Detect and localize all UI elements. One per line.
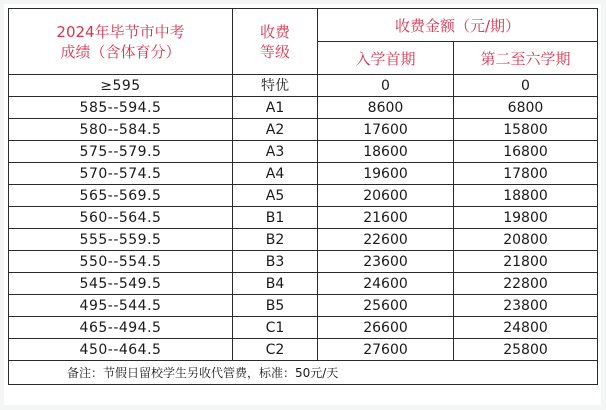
score-header-cell <box>9 9 233 75</box>
score-cell: 580--584.5 <box>9 119 233 141</box>
level-cell: A4 <box>233 163 318 185</box>
later-terms-cell: 25800 <box>454 339 598 361</box>
level-cell: B3 <box>233 251 318 273</box>
level-cell: A5 <box>233 185 318 207</box>
level-header-line1: 收费 <box>259 22 290 41</box>
table-row <box>9 229 598 251</box>
later-terms-header: 第二至六学期 <box>454 42 598 75</box>
score-cell: 545--549.5 <box>9 273 233 295</box>
score-cell: 570--574.5 <box>9 163 233 185</box>
fee-table <box>8 8 598 385</box>
table-row <box>9 295 598 317</box>
table-row <box>9 339 598 361</box>
first-term-header: 入学首期 <box>318 42 454 75</box>
later-terms-cell: 15800 <box>454 119 598 141</box>
score-cell: 555--559.5 <box>9 229 233 251</box>
first-term-cell: 25600 <box>318 295 454 317</box>
first-term-cell: 20600 <box>318 185 454 207</box>
first-term-cell: 23600 <box>318 251 454 273</box>
first-term-cell: 18600 <box>318 141 454 163</box>
score-cell: 560--564.5 <box>9 207 233 229</box>
level-cell: B1 <box>233 207 318 229</box>
first-term-cell: 0 <box>318 75 454 97</box>
score-cell: 585--594.5 <box>9 97 233 119</box>
first-term-cell: 22600 <box>318 229 454 251</box>
later-terms-cell: 22800 <box>454 273 598 295</box>
level-cell: 特优 <box>233 75 318 97</box>
later-terms-cell: 16800 <box>454 141 598 163</box>
later-terms-cell: 0 <box>454 75 598 97</box>
later-terms-cell: 20800 <box>454 229 598 251</box>
level-cell: A2 <box>233 119 318 141</box>
table-row <box>9 251 598 273</box>
first-term-cell: 19600 <box>318 163 454 185</box>
level-cell: B5 <box>233 295 318 317</box>
level-cell: A1 <box>233 97 318 119</box>
level-header-cell <box>233 9 318 75</box>
first-term-cell: 24600 <box>318 273 454 295</box>
level-cell: B4 <box>233 273 318 295</box>
first-term-cell: 26600 <box>318 317 454 339</box>
level-cell: C2 <box>233 339 318 361</box>
score-header-line2: 成绩（含体育分） <box>60 42 181 61</box>
level-cell: B2 <box>233 229 318 251</box>
later-terms-cell: 18800 <box>454 185 598 207</box>
first-term-cell: 8600 <box>318 97 454 119</box>
score-cell: 565--569.5 <box>9 185 233 207</box>
score-cell: 450--464.5 <box>9 339 233 361</box>
amount-header: 收费金额（元/期） <box>318 9 598 42</box>
note-text: 备注：节假日留校学生另收代管费，标准：50元/天 <box>9 361 598 385</box>
score-cell: 575--579.5 <box>9 141 233 163</box>
table-row <box>9 207 598 229</box>
level-cell: C1 <box>233 317 318 339</box>
later-terms-cell: 19800 <box>454 207 598 229</box>
later-terms-cell: 24800 <box>454 317 598 339</box>
level-cell: A3 <box>233 141 318 163</box>
table-row <box>9 163 598 185</box>
score-cell: 495--544.5 <box>9 295 233 317</box>
later-terms-cell: 21800 <box>454 251 598 273</box>
note-row <box>9 361 598 385</box>
later-terms-cell: 17800 <box>454 163 598 185</box>
table-row <box>9 273 598 295</box>
table-row <box>9 119 598 141</box>
level-header-line2: 等级 <box>259 42 290 61</box>
score-header-line1: 2024年毕节市中考 <box>56 22 185 41</box>
table-row <box>9 75 598 97</box>
first-term-cell: 17600 <box>318 119 454 141</box>
table-row <box>9 317 598 339</box>
score-cell: 550--554.5 <box>9 251 233 273</box>
first-term-cell: 21600 <box>318 207 454 229</box>
table-row <box>9 141 598 163</box>
table-row <box>9 97 598 119</box>
header-row <box>9 9 598 42</box>
later-terms-cell: 23800 <box>454 295 598 317</box>
table-row <box>9 185 598 207</box>
document-page <box>4 4 601 405</box>
first-term-cell: 27600 <box>318 339 454 361</box>
later-terms-cell: 6800 <box>454 97 598 119</box>
score-cell: ≥595 <box>9 75 233 97</box>
score-cell: 465--494.5 <box>9 317 233 339</box>
